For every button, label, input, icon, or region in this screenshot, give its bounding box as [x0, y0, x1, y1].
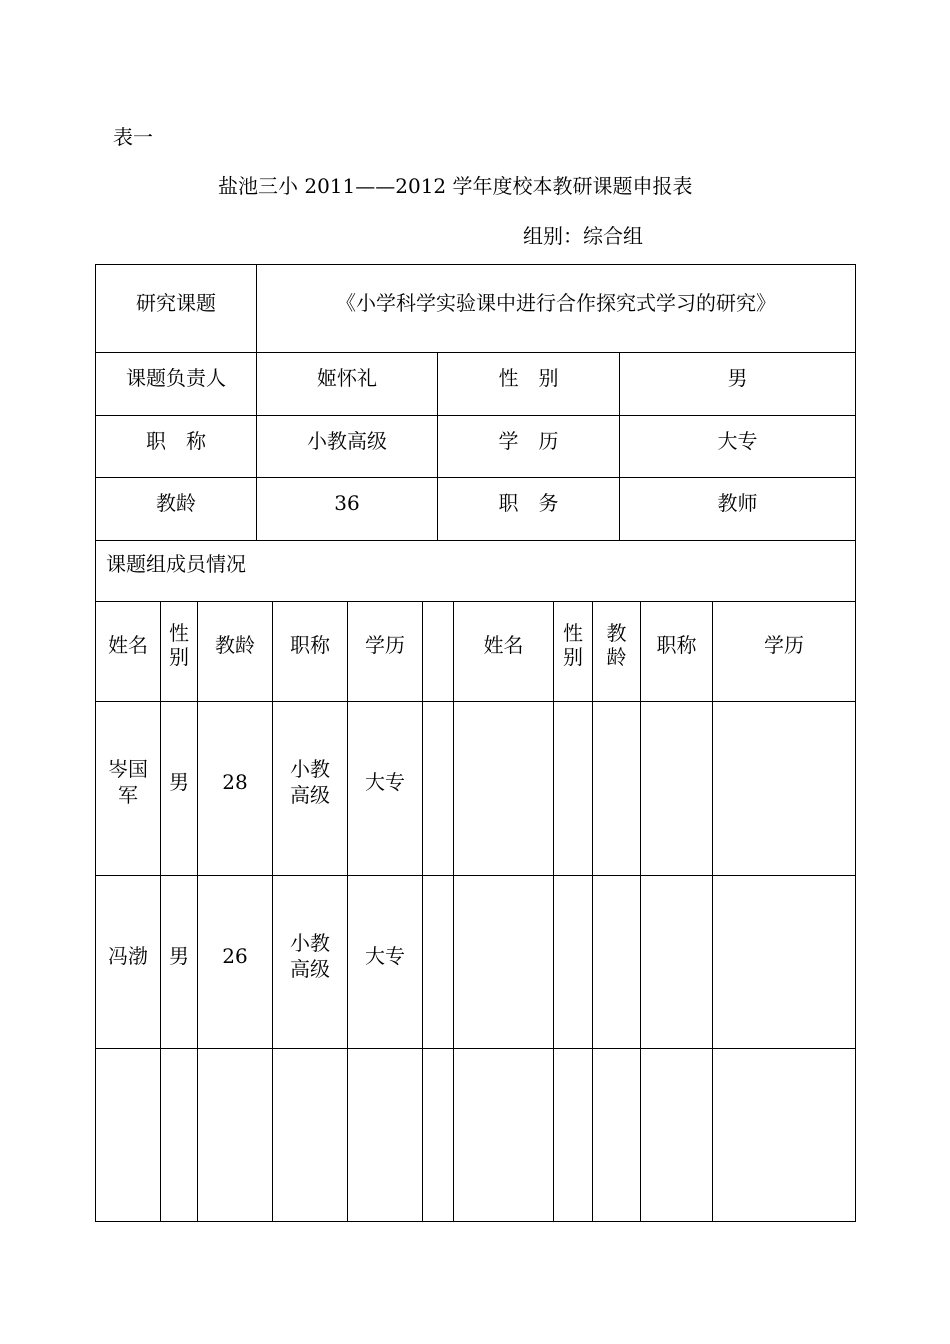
education-value: 大专 — [717, 429, 758, 453]
header-gender-right: 性 别 — [563, 621, 583, 669]
table-rule — [422, 601, 423, 1222]
member-gender: 男 — [169, 944, 189, 968]
teaching-years-label: 教龄 — [156, 491, 196, 515]
gender-label: 性 别 — [498, 366, 559, 390]
header-gender: 性 别 — [169, 621, 189, 669]
title-label: 职 称 — [146, 429, 206, 453]
header-name: 姓名 — [108, 633, 148, 657]
header-title: 职称 — [290, 633, 330, 657]
table-rule — [640, 601, 641, 1222]
table-border-right — [855, 264, 856, 1222]
header-name-right: 姓名 — [483, 633, 524, 657]
table-rule — [712, 601, 713, 1222]
header-education-right: 学历 — [764, 633, 804, 657]
table-rule — [553, 601, 554, 1222]
title-value: 小教高级 — [307, 429, 387, 453]
leader-label: 课题负责人 — [126, 366, 226, 390]
table-rule — [95, 1048, 856, 1049]
table-rule — [592, 601, 593, 1222]
gender-value: 男 — [727, 366, 748, 390]
document-title: 盐池三小 2011——2012 学年度校本教研课题申报表 — [218, 174, 693, 198]
table-rule — [453, 601, 454, 1222]
table-border-bottom — [95, 1221, 856, 1222]
members-section-label: 课题组成员情况 — [106, 552, 246, 576]
group-label: 组别：综合组 — [523, 224, 643, 248]
member-education: 大专 — [365, 770, 405, 794]
member-teaching-years: 26 — [222, 944, 248, 968]
member-title: 小教 高级 — [290, 931, 330, 981]
education-label: 学 历 — [498, 429, 559, 453]
header-teaching-years: 教龄 — [215, 633, 255, 657]
teaching-years-value: 36 — [334, 491, 360, 515]
topic-value: 《小学科学实验课中进行合作探究式学习的研究》 — [336, 291, 776, 315]
member-education: 大专 — [365, 944, 405, 968]
duty-label: 职 务 — [498, 491, 559, 515]
header-teaching-years-right: 教 龄 — [606, 621, 627, 669]
table-label: 表一 — [113, 125, 153, 149]
header-title-right: 职称 — [656, 633, 697, 657]
leader-value: 姬怀礼 — [317, 366, 377, 390]
member-name: 冯渤 — [108, 944, 148, 968]
topic-label: 研究课题 — [136, 291, 216, 315]
member-gender: 男 — [169, 770, 189, 794]
member-title: 小教 高级 — [290, 757, 330, 807]
header-education: 学历 — [365, 633, 405, 657]
member-teaching-years: 28 — [222, 770, 248, 794]
member-name: 岑国 军 — [108, 757, 148, 807]
duty-value: 教师 — [717, 491, 758, 515]
